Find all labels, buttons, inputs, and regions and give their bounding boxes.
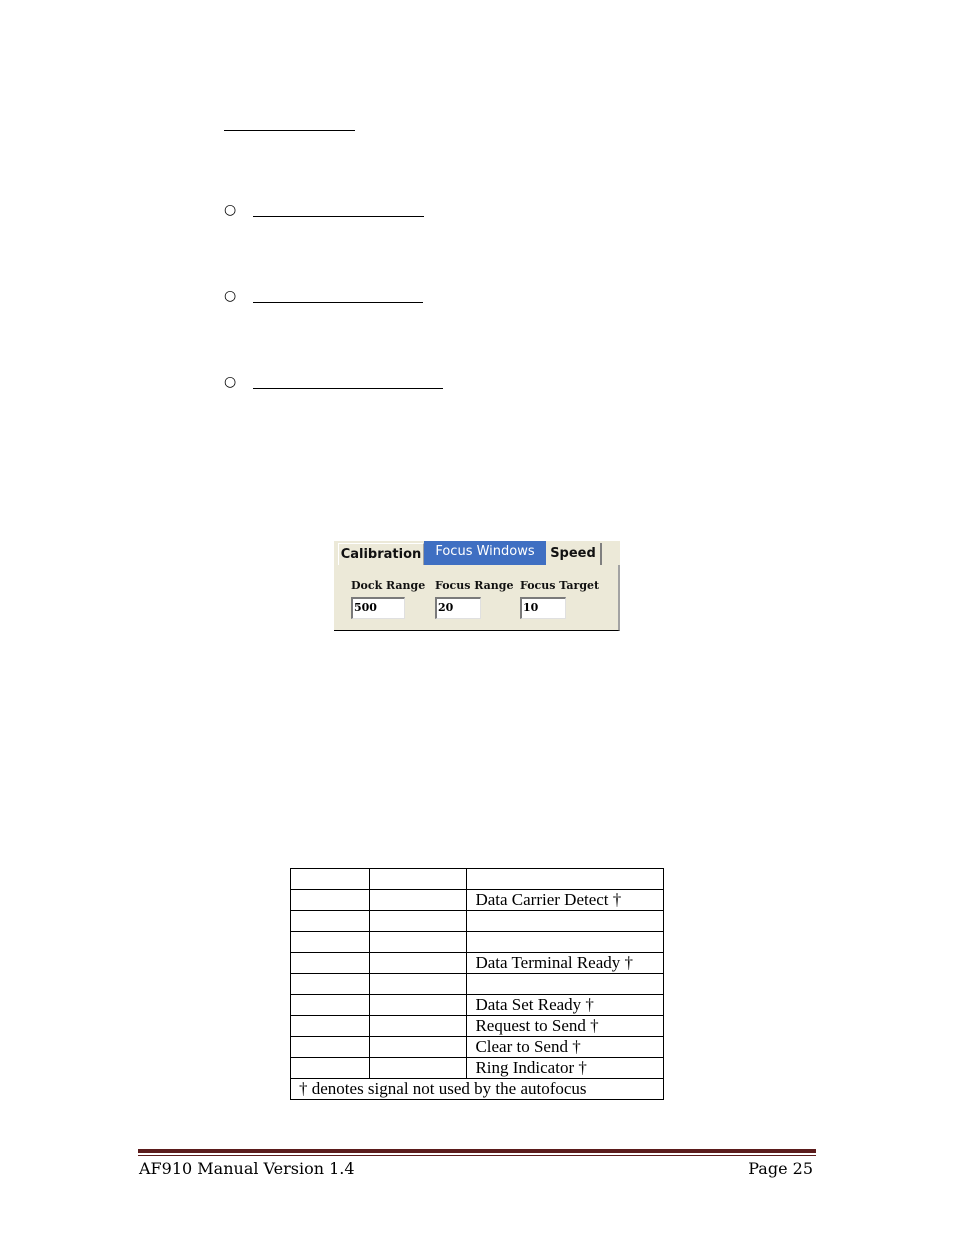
table-cell (369, 932, 467, 953)
bullet-item-3-underline (253, 388, 443, 389)
focus-range-label: Focus Range (435, 579, 514, 592)
table-cell: Ring Indicator † (467, 1058, 664, 1079)
table-footnote: † denotes signal not used by the autofocus (291, 1079, 664, 1100)
table-cell (369, 953, 467, 974)
dock-range-input[interactable]: 500 (351, 597, 405, 619)
table-row (291, 890, 664, 911)
bullet-item-1-underline (253, 216, 424, 217)
table-cell (369, 1058, 467, 1079)
tab-strip (334, 541, 620, 565)
bullet-marker-2: ○ (224, 288, 237, 304)
table-cell (369, 974, 467, 995)
bullet-marker-3: ○ (224, 374, 237, 390)
table-cell (467, 932, 664, 953)
table-cell: Data Set Ready † (467, 995, 664, 1016)
table-footnote-row (291, 1079, 664, 1100)
pinout-table-body (291, 869, 664, 1079)
table-cell (291, 890, 370, 911)
table-cell (467, 869, 664, 890)
table-cell: Clear to Send † (467, 1037, 664, 1058)
tab-speed[interactable]: Speed (546, 543, 602, 565)
table-cell: Data Terminal Ready † (467, 953, 664, 974)
table-cell (291, 1058, 370, 1079)
table-cell: Data Carrier Detect † (467, 890, 664, 911)
table-cell (369, 1037, 467, 1058)
table-row (291, 995, 664, 1016)
table-cell (467, 974, 664, 995)
footer-rule-thick (138, 1149, 816, 1153)
tab-calibration[interactable]: Calibration (338, 543, 424, 565)
focus-windows-dialog-screenshot (334, 541, 620, 631)
table-cell (291, 1037, 370, 1058)
focus-range-input[interactable]: 20 (435, 597, 481, 619)
tab-focus-windows[interactable]: Focus Windows (424, 541, 546, 565)
table-cell: Request to Send † (467, 1016, 664, 1037)
table-cell (369, 869, 467, 890)
table-row (291, 911, 664, 932)
table-row (291, 953, 664, 974)
focus-target-label: Focus Target (520, 579, 600, 592)
table-row (291, 1016, 664, 1037)
table-row (291, 869, 664, 890)
footer-rule-thin (138, 1155, 816, 1156)
footer-page-number: Page 25 (748, 1159, 813, 1178)
table-cell (291, 974, 370, 995)
table-cell (291, 995, 370, 1016)
table-cell (369, 995, 467, 1016)
focus-target-input[interactable]: 10 (520, 597, 566, 619)
table-row (291, 974, 664, 995)
table-cell (291, 1016, 370, 1037)
table-row (291, 1058, 664, 1079)
serial-pinout-table (290, 868, 664, 1100)
bullet-marker-1: ○ (224, 202, 237, 218)
table-row (291, 1037, 664, 1058)
table-cell (291, 911, 370, 932)
focus-windows-panel (334, 565, 620, 631)
section-heading-underline (224, 130, 355, 131)
table-cell (369, 1016, 467, 1037)
table-cell (291, 932, 370, 953)
footer-manual-version: AF910 Manual Version 1.4 (139, 1159, 355, 1178)
dock-range-label: Dock Range (351, 579, 426, 592)
bullet-item-2-underline (253, 302, 423, 303)
table-row (291, 932, 664, 953)
table-cell (467, 911, 664, 932)
table-cell (369, 890, 467, 911)
table-cell (291, 953, 370, 974)
table-cell (369, 911, 467, 932)
table-cell (291, 869, 370, 890)
